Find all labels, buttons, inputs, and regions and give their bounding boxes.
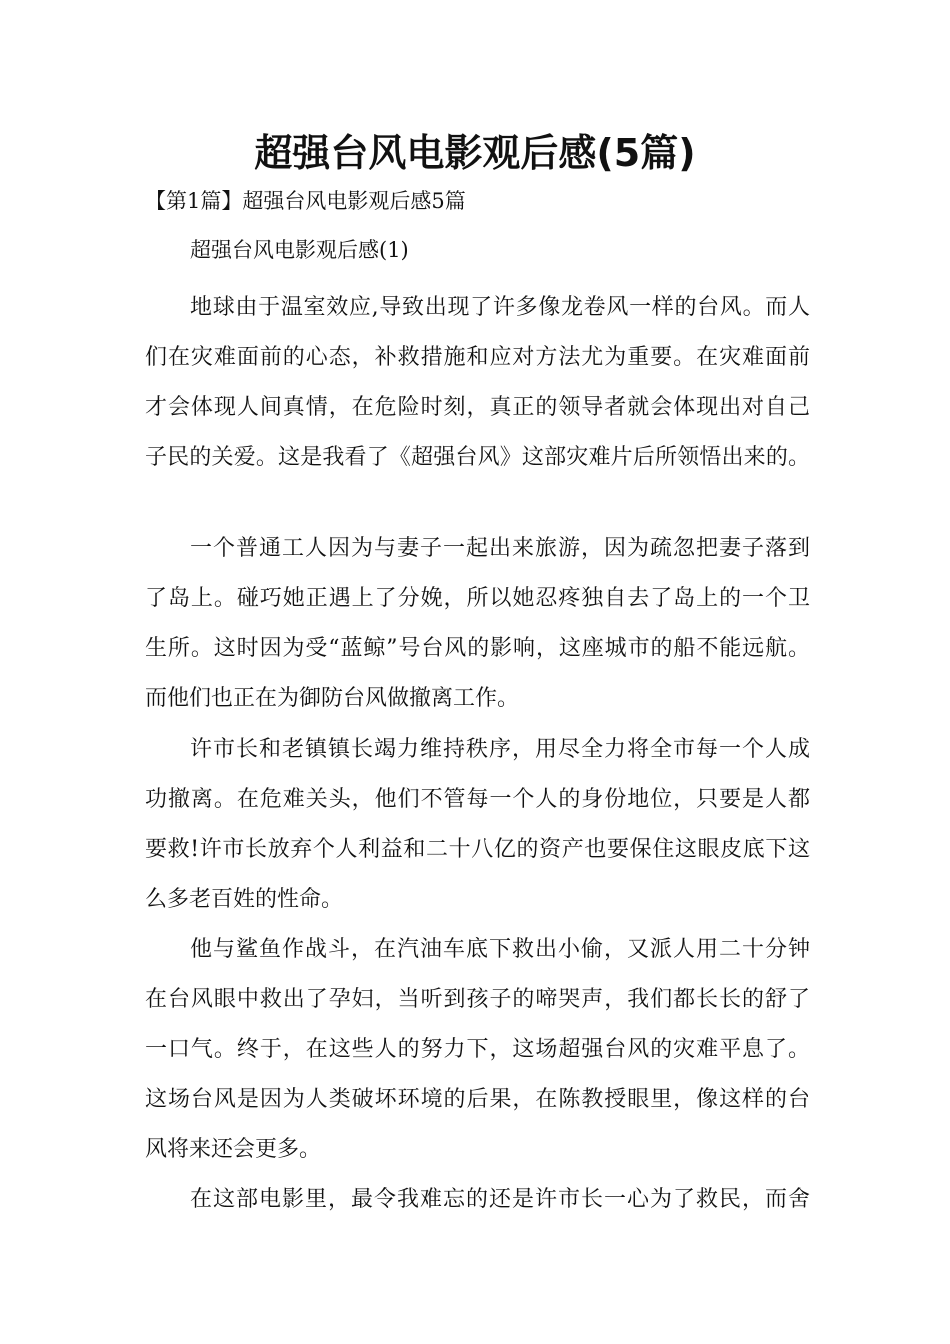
paragraph-line: 在台风眼中救出了孕妇，当听到孩子的啼哭声，我们都长长的舒了 xyxy=(145,987,810,1012)
paragraph-4 xyxy=(145,925,810,1175)
paragraph-line: 而他们也正在为御防台风做撤离工作。 xyxy=(145,686,520,711)
paragraph-line: 了岛上。碰巧她正遇上了分娩，所以她忍疼独自去了岛上的一个卫 xyxy=(145,586,810,611)
paragraph-line: 他与鲨鱼作战斗，在汽油车底下救出小偷，又派人用二十分钟 xyxy=(190,937,810,962)
paragraph-line: 要救!许市长放弃个人利益和二十八亿的资产也要保住这眼皮底下这 xyxy=(145,837,810,862)
paragraph-line: 地球由于温室效应,导致出现了许多像龙卷风一样的台风。而人 xyxy=(190,295,810,320)
paragraph-line: 一口气。终于，在这些人的努力下，这场超强台风的灾难平息了。 xyxy=(145,1037,810,1062)
section-heading: 【第1篇】超强台风电影观后感5篇 xyxy=(145,189,466,213)
paragraph-line: 一个普通工人因为与妻子一起出来旅游，因为疏忽把妻子落到 xyxy=(190,536,810,561)
paragraph-line: 功撤离。在危难关头，他们不管每一个人的身份地位，只要是人都 xyxy=(145,787,810,812)
paragraph-5 xyxy=(145,1175,810,1225)
paragraph-3 xyxy=(145,725,810,925)
paragraph-line: 许市长和老镇镇长竭力维持秩序，用尽全力将全市每一个人成 xyxy=(190,737,810,762)
paragraph-line: 风将来还会更多。 xyxy=(145,1137,322,1162)
paragraph-line: 才会体现人间真情，在危险时刻，真正的领导者就会体现出对自己 xyxy=(145,395,810,420)
document-title: 超强台风电影观后感(5篇) xyxy=(254,131,696,175)
paragraph-line: 生所。这时因为受“蓝鲸”号台风的影响，这座城市的船不能远航。 xyxy=(145,636,810,661)
paragraph-1 xyxy=(145,283,810,483)
paragraph-line: 这场台风是因为人类破坏环境的后果，在陈教授眼里，像这样的台 xyxy=(145,1087,810,1112)
paragraph-line: 么多老百姓的性命。 xyxy=(145,887,344,912)
paragraph-line: 子民的关爱。这是我看了《超强台风》这部灾难片后所领悟出来的。 xyxy=(145,445,810,470)
paragraph-2 xyxy=(145,524,810,724)
article-subheading: 超强台风电影观后感(1) xyxy=(190,238,409,262)
paragraph-line: 在这部电影里，最令我难忘的还是许市长一心为了救民，而舍 xyxy=(190,1187,810,1212)
paragraph-line: 们在灾难面前的心态，补救措施和应对方法尤为重要。在灾难面前 xyxy=(145,345,810,370)
